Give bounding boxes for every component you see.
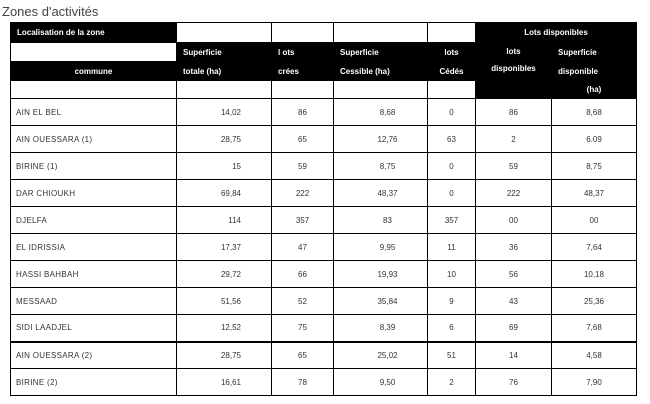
table-row [11, 261, 637, 288]
cell-superficie-totale: 114 [177, 207, 272, 234]
table-row [11, 315, 637, 342]
cell-superficie-totale: 16,61 [177, 369, 272, 396]
cell-lots-cedes: 6 [428, 315, 476, 342]
cell-superficie-cessible: 48,37 [334, 180, 428, 207]
cell-superficie-disponible: 7,64 [552, 234, 637, 261]
cell-lots-crees: 78 [272, 369, 334, 396]
cell-lots-crees: 222 [272, 180, 334, 207]
header-superficie-disponible-line1: Superficie [552, 43, 637, 62]
cell-commune: BIRINE (2) [11, 369, 177, 396]
cell-lots-crees: 47 [272, 234, 334, 261]
cell-commune: DAR CHIOUKH [11, 180, 177, 207]
header-superficie-totale-line2: totale (ha) [177, 62, 272, 81]
cell-lots-disponibles: 2 [476, 126, 552, 153]
cell-lots-crees: 66 [272, 261, 334, 288]
cell-lots-disponibles: 00 [476, 207, 552, 234]
cell-superficie-cessible: 8,39 [334, 315, 428, 342]
cell-superficie-disponible: 6.09 [552, 126, 637, 153]
page-title: Zones d'activités [2, 4, 99, 19]
cell-lots-disponibles: 86 [476, 99, 552, 126]
header-lots-disponibles-line2: disponibles [491, 64, 536, 73]
cell-superficie-totale: 29,72 [177, 261, 272, 288]
cell-superficie-cessible: 83 [334, 207, 428, 234]
cell-commune: AIN OUESSARA (1) [11, 126, 177, 153]
cell-superficie-totale: 28,75 [177, 342, 272, 369]
cell-lots-disponibles: 222 [476, 180, 552, 207]
header-lots-crees-line1: l ots [272, 43, 334, 62]
cell-superficie-cessible: 35,84 [334, 288, 428, 315]
cell-superficie-disponible: 8,68 [552, 99, 637, 126]
cell-superficie-disponible: 7,90 [552, 369, 637, 396]
cell-lots-cedes: 10 [428, 261, 476, 288]
table-row [11, 99, 637, 126]
header-commune: commune [11, 62, 177, 81]
cell-lots-crees: 59 [272, 153, 334, 180]
cell-lots-cedes: 0 [428, 180, 476, 207]
cell-lots-crees: 75 [272, 315, 334, 342]
cell-superficie-disponible: 10,18 [552, 261, 637, 288]
cell-superficie-totale: 28,75 [177, 126, 272, 153]
cell-lots-crees: 357 [272, 207, 334, 234]
cell-lots-cedes: 0 [428, 99, 476, 126]
cell-commune: DJELFA [11, 207, 177, 234]
cell-superficie-totale: 15 [177, 153, 272, 180]
header-superficie-disponible-line3: (ha) [552, 81, 637, 99]
table-row [11, 207, 637, 234]
zones-table [10, 22, 637, 396]
cell-commune: AIN EL BEL [11, 99, 177, 126]
table-row [11, 369, 637, 396]
cell-lots-disponibles: 43 [476, 288, 552, 315]
cell-superficie-cessible: 19,93 [334, 261, 428, 288]
cell-superficie-disponible: 7,68 [552, 315, 637, 342]
header-superficie-cessible-line1: Superficie [334, 43, 428, 62]
cell-lots-crees: 86 [272, 99, 334, 126]
cell-lots-disponibles: 56 [476, 261, 552, 288]
cell-superficie-cessible: 8,68 [334, 99, 428, 126]
cell-lots-crees: 65 [272, 126, 334, 153]
cell-commune: EL IDRISSIA [11, 234, 177, 261]
cell-superficie-disponible: 25,36 [552, 288, 637, 315]
cell-lots-disponibles: 59 [476, 153, 552, 180]
table-row [11, 180, 637, 207]
header-lots-cedes-line2: Cédés [428, 62, 476, 81]
cell-lots-cedes: 11 [428, 234, 476, 261]
cell-superficie-totale: 51,56 [177, 288, 272, 315]
cell-lots-cedes: 357 [428, 207, 476, 234]
header-localisation: Localisation de la zone [11, 23, 177, 43]
cell-superficie-totale: 69,84 [177, 180, 272, 207]
table-row [11, 234, 637, 261]
cell-superficie-cessible: 9,50 [334, 369, 428, 396]
cell-superficie-totale: 12,52 [177, 315, 272, 342]
header-lots-disponibles-line1: lots [506, 47, 521, 56]
cell-commune: HASSI BAHBAH [11, 261, 177, 288]
cell-commune: BIRINE (1) [11, 153, 177, 180]
table-row [11, 153, 637, 180]
cell-lots-cedes: 2 [428, 369, 476, 396]
cell-superficie-cessible: 25,02 [334, 342, 428, 369]
cell-commune: AIN OUESSARA (2) [11, 342, 177, 369]
cell-superficie-disponible: 48,37 [552, 180, 637, 207]
header-superficie-disponible-line2: disponible [552, 62, 637, 81]
cell-superficie-totale: 17,37 [177, 234, 272, 261]
cell-lots-disponibles: 76 [476, 369, 552, 396]
cell-superficie-cessible: 9,95 [334, 234, 428, 261]
table-row [11, 288, 637, 315]
cell-superficie-disponible: 00 [552, 207, 637, 234]
header-lots-disponibles [476, 43, 552, 99]
header-lots-disponibles-group: Lots disponibles [476, 23, 637, 43]
cell-superficie-disponible: 4,58 [552, 342, 637, 369]
cell-commune: MESSAAD [11, 288, 177, 315]
header-superficie-totale-line1: Superficie [177, 43, 272, 62]
cell-lots-cedes: 0 [428, 153, 476, 180]
cell-lots-cedes: 51 [428, 342, 476, 369]
header-superficie-cessible-line2: Cessible (ha) [334, 62, 428, 81]
table-row [11, 342, 637, 369]
cell-superficie-disponible: 8,75 [552, 153, 637, 180]
header-lots-cedes-line1: lots [428, 43, 476, 62]
cell-lots-disponibles: 69 [476, 315, 552, 342]
cell-lots-cedes: 63 [428, 126, 476, 153]
cell-superficie-totale: 14,02 [177, 99, 272, 126]
cell-lots-crees: 65 [272, 342, 334, 369]
cell-superficie-cessible: 8,75 [334, 153, 428, 180]
cell-superficie-cessible: 12,76 [334, 126, 428, 153]
header-lots-crees-line2: crées [272, 62, 334, 81]
cell-commune: SIDI LAADJEL [11, 315, 177, 342]
cell-lots-cedes: 9 [428, 288, 476, 315]
cell-lots-disponibles: 36 [476, 234, 552, 261]
cell-lots-crees: 52 [272, 288, 334, 315]
table-row [11, 126, 637, 153]
cell-lots-disponibles: 14 [476, 342, 552, 369]
